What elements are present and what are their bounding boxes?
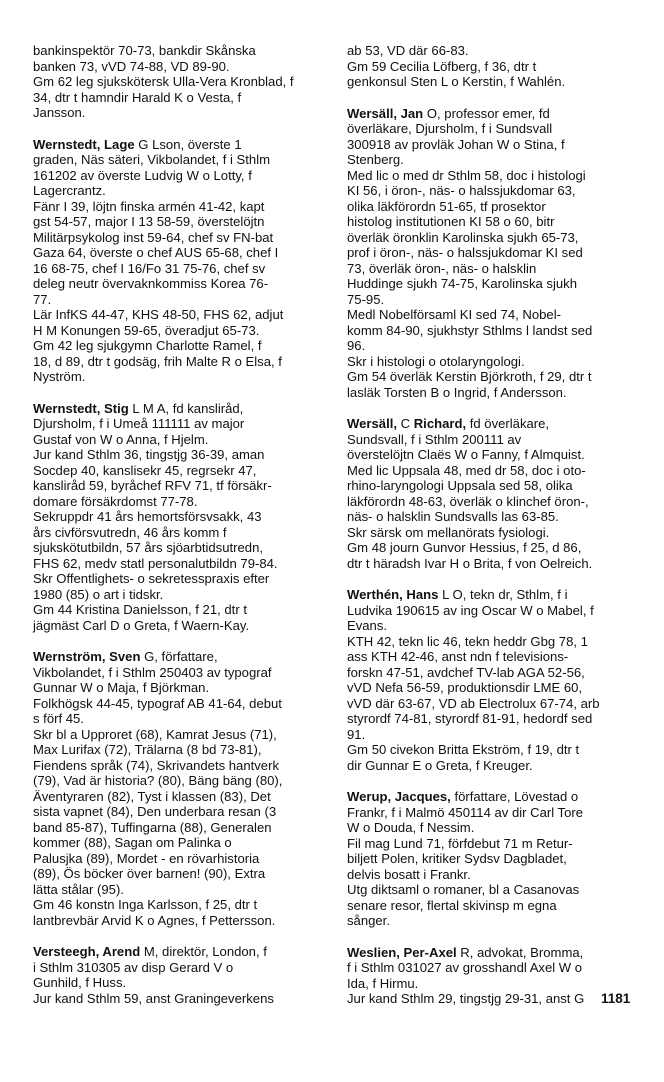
entry-text: i Sthlm 310305 av disp Gerard V o	[33, 959, 234, 975]
entry-text: näs- o halsklin Sundsvalls las 63-85.	[347, 509, 559, 524]
entry-line	[347, 820, 643, 836]
entry-line	[33, 447, 325, 463]
entry-wernstrom-sven	[33, 649, 325, 928]
entry-name: Richard,	[413, 416, 467, 431]
entry-text: G, författare,	[140, 649, 218, 664]
entry-line	[33, 882, 325, 898]
entry-text: genkonsul Sten L o Kerstin, f Wahlén.	[347, 74, 566, 89]
entry-line	[347, 867, 643, 883]
entry-text: (89), Ös böcker över barnen! (90), Extra	[33, 866, 266, 881]
entry-text: Gunnar W o Maja, f Björkman.	[33, 680, 210, 695]
entry-text: fd överläkare,	[466, 416, 550, 431]
entry-line	[33, 338, 325, 354]
entry-text: Gm 50 civekon Britta Ekström, f 19, dtr t	[347, 742, 580, 757]
entry-text: s förf 45.	[33, 711, 84, 726]
entry-text: Skr bl a Upproret (68), Kamrat Jesus (71),	[33, 726, 277, 742]
entry-text: domare försäkrdomst 77-78.	[33, 493, 198, 509]
entry-line	[33, 789, 325, 805]
entry-name: Wersäll,	[347, 416, 397, 431]
entry-text: komm 84-90, sjukhstyr Sthlms l landst sed	[347, 322, 593, 338]
entry-line	[347, 369, 643, 385]
entry-text: Gm 54 överläk Kerstin Björkroth, f 29, dtr t	[347, 369, 592, 384]
entry-text: band 85-87), Tuffingarna (88), Generalen	[33, 819, 272, 835]
entry-text: sånger.	[347, 913, 390, 928]
entry-line	[347, 540, 643, 556]
entry-text: Med lic Uppsala 48, med dr 58, doc i oto-	[347, 462, 586, 478]
entry-line	[33, 307, 325, 323]
entry-line	[347, 478, 643, 494]
entry-line	[347, 307, 643, 323]
entry-wernstedt-lage	[33, 137, 325, 385]
entry-line	[347, 603, 643, 619]
entry-cont-1	[33, 43, 325, 121]
entry-line	[33, 105, 325, 121]
entry-line	[347, 851, 643, 867]
entry-gap	[33, 633, 325, 649]
entry-text: dir Gunnar E o Greta, f Kreuger.	[347, 757, 533, 773]
entry-line	[33, 851, 325, 867]
entry-text: histolog institutionen KI 58 o 60, bitr	[347, 214, 555, 229]
entry-text: överläk öronklin Karolinska sjukh 65-73,	[347, 229, 579, 245]
entry-text: Frankr, f i Malmö 450114 av dir Carl Tore	[347, 804, 584, 820]
entry-text: författare, Lövestad o	[450, 789, 579, 804]
entry-line	[347, 665, 643, 681]
entry-line	[347, 137, 643, 153]
entry-line	[33, 960, 325, 976]
entry-line	[33, 680, 325, 696]
entry-text: sista vapnet (84), Den underbara resan (3	[33, 804, 277, 819]
entry-line	[33, 276, 325, 292]
entry-line	[347, 338, 643, 354]
entry-gap	[347, 929, 643, 945]
entry-line	[33, 742, 325, 758]
entry-line	[33, 758, 325, 774]
entry-text: Skr Offentlighets- o sekretesspraxis efter	[33, 571, 270, 586]
entry-line	[347, 168, 643, 184]
entry-line	[33, 727, 325, 743]
entry-text: 34, dtr t hamndir Harald K o Vesta, f	[33, 89, 242, 105]
entry-text: Vikbolandet, f i Sthlm 250403 av typograf	[33, 664, 272, 680]
entry-text: Gm 48 journ Gunvor Hessius, f 25, d 86,	[347, 540, 582, 555]
entry-line	[347, 991, 643, 1007]
entry-text: Evans.	[347, 618, 388, 633]
entry-gap	[33, 121, 325, 137]
entry-text: Gaza 64, överste o chef AUS 65-68, chef I	[33, 245, 279, 260]
entry-text: Sekruppdr 41 års hemortsförsvsakk, 43	[33, 509, 262, 524]
left-column	[33, 43, 325, 1006]
entry-text: O, professor emer, fd	[423, 105, 550, 121]
entry-gap	[347, 571, 643, 587]
entry-text: Medl Nobelförsaml KI sed 74, Nobel-	[347, 307, 561, 322]
entry-text: kommer (88), Sagan om Palinka o	[33, 835, 232, 850]
entry-line	[347, 354, 643, 370]
entry-line	[33, 866, 325, 882]
entry-text: dtr t häradsh Ivar H o Brita, f von Oelreich.	[347, 555, 593, 571]
entry-text: L M A, fd kanslіråd,	[128, 400, 244, 416]
entry-line	[347, 587, 643, 603]
entry-line	[33, 556, 325, 572]
entry-text: H M Konungen 59-65, överadjut 65-73.	[33, 322, 260, 338]
entry-line	[33, 199, 325, 215]
entry-line	[33, 478, 325, 494]
entry-line	[33, 711, 325, 727]
entry-line	[347, 509, 643, 525]
entry-text: Folkhögsk 44-45, typograf AB 41-64, debut	[33, 695, 282, 711]
entry-line	[347, 463, 643, 479]
entry-name: Weslien, Per-Axel	[347, 944, 457, 960]
entry-text: Gustaf von W o Anna, f Hjelm.	[33, 431, 209, 447]
entry-line	[347, 183, 643, 199]
entry-line	[33, 354, 325, 370]
entry-text: Lagercrantz.	[33, 183, 106, 198]
entry-line	[33, 820, 325, 836]
entry-line	[33, 416, 325, 432]
entry-line	[347, 74, 643, 90]
entry-text: lasläk Torsten B o Ingrid, f Andersson.	[347, 384, 567, 400]
entry-line	[33, 835, 325, 851]
entry-text: Jur kand Sthlm 29, tingstjg 29-31, anst G	[347, 991, 585, 1006]
entry-text: R, advokat, Bromma,	[456, 944, 584, 960]
entry-line	[33, 432, 325, 448]
entry-text: KI 56, i öron-, näs- o halssjukdomar 63,	[347, 183, 576, 198]
entry-line	[347, 913, 643, 929]
entry-wersall-richard	[347, 416, 643, 571]
entry-line	[347, 649, 643, 665]
entry-line	[33, 665, 325, 681]
entry-line	[33, 59, 325, 75]
entry-line	[347, 199, 643, 215]
entry-line	[33, 369, 325, 385]
entry-line	[33, 773, 325, 789]
entry-text: lätta stålar (95).	[33, 881, 124, 897]
entry-line	[347, 758, 643, 774]
right-column	[347, 43, 643, 1007]
entry-text: vVD Nefa 56-59, produktionsdir LME 60,	[347, 680, 583, 695]
entry-text: Ida, f Hirmu.	[347, 975, 419, 991]
entry-text: M, direktör, London, f	[140, 944, 267, 959]
entry-werup-jacques	[347, 789, 643, 929]
entry-line	[33, 168, 325, 184]
entry-line	[347, 230, 643, 246]
entry-text: C	[396, 416, 414, 431]
entry-werthen-hans	[347, 587, 643, 773]
entry-line	[347, 245, 643, 261]
entry-line	[33, 991, 325, 1007]
entry-text: 18, d 89, dtr t godsäg, frih Malte R o Elsa, f	[33, 353, 282, 369]
entry-name: Wernstedt, Lage	[33, 136, 135, 152]
entry-text: Nyström.	[33, 369, 86, 384]
entry-text: läkförordn 48-63, överläk o klinchef öron-,	[347, 493, 589, 509]
entry-text: graden, Näs säteri, Vikbolandet, f i Sthlm	[33, 152, 271, 167]
entry-line	[33, 696, 325, 712]
entry-text: Socdep 40, kanslisekr 45, regrsekr 47,	[33, 462, 257, 478]
entry-text: W o Douda, f Nessim.	[347, 820, 475, 835]
entry-text: Skr i histologi o otolaryngologi.	[347, 353, 525, 369]
entry-gap	[33, 928, 325, 944]
entry-line	[347, 121, 643, 137]
entry-text: KTH 42, tekn lic 46, tekn heddr Gbg 78, 1	[347, 633, 588, 649]
entry-line	[347, 976, 643, 992]
entry-text: sjukskötutbildn, 57 års sjöarbtidsutredn,	[33, 540, 263, 555]
entry-text: styrordf 74-81, styrordf 81-91, hedordf sed	[347, 711, 593, 726]
entry-name: Wernström, Sven	[33, 649, 141, 664]
entry-text: bankinspektör 70-73, bankdir Skånska	[33, 43, 256, 58]
entry-text: års civförsvutredn, 46 års komm f	[33, 524, 227, 540]
entry-line	[347, 43, 643, 59]
entry-line	[33, 245, 325, 261]
entry-line	[33, 804, 325, 820]
entry-line	[347, 261, 643, 277]
entry-text: G Lson, överste 1	[134, 136, 242, 152]
entry-line	[33, 230, 325, 246]
entry-text: biljett Polen, kritiker Sydsv Dagbladet,	[347, 851, 567, 866]
entry-line	[347, 727, 643, 743]
entry-text: kanslіråd 59, byråchef RFV 71, tf försäkr-	[33, 478, 272, 493]
entry-line	[33, 525, 325, 541]
entry-text: Gm 44 Kristina Danielsson, f 21, dtr t	[33, 602, 247, 617]
entry-text: Palusjka (89), Mordet - en rövarhistoria	[33, 850, 260, 866]
entry-text: delvis bosatt i Frankr.	[347, 866, 471, 882]
entry-line	[347, 680, 643, 696]
entry-line	[347, 106, 643, 122]
entry-line	[347, 152, 643, 168]
entry-line	[33, 292, 325, 308]
entry-line	[347, 618, 643, 634]
entry-line	[347, 276, 643, 292]
entry-line	[347, 385, 643, 401]
entry-text: 16 68-75, chef I 16/Fo 31 75-76, chef sv	[33, 260, 266, 276]
entry-text: rhino-laryngologi Uppsala sed 58, olika	[347, 478, 573, 493]
entry-text: 91.	[347, 726, 366, 742]
entry-line	[33, 913, 325, 929]
entry-gap	[347, 90, 643, 106]
entry-name: Werup, Jacques,	[347, 789, 451, 804]
entry-text: ass KTH 42-46, anst ndn f televisions-	[347, 649, 569, 664]
entry-text: överstelöjtn Claës W o Fanny, f Almquist.	[347, 447, 585, 462]
entry-text: 161202 av överste Ludvig W o Lotty, f	[33, 167, 252, 183]
entry-text: 1980 (85) o art i tidskr.	[33, 586, 164, 602]
page-number: 1181	[601, 991, 631, 1006]
entry-line	[33, 897, 325, 913]
entry-wernstedt-stig	[33, 401, 325, 634]
entry-line	[33, 401, 325, 417]
entry-line	[33, 975, 325, 991]
entry-line	[33, 540, 325, 556]
entry-text: 300918 av provläk Johan W o Stina, f	[347, 136, 565, 152]
entry-line	[347, 805, 643, 821]
entry-line	[347, 634, 643, 650]
entry-text: Utg diktsaml o romaner, bl a Casanovas	[347, 882, 580, 897]
entry-line	[347, 214, 643, 230]
entry-text: vVD där 63-67, VD ab Electrolux 67-74, arb	[347, 695, 600, 711]
entry-line	[347, 416, 643, 432]
entry-line	[33, 618, 325, 634]
entry-line	[347, 447, 643, 463]
entry-text: Sundsvall, f i Sthlm 200111 av	[347, 431, 522, 447]
entry-line	[33, 90, 325, 106]
entry-line	[33, 152, 325, 168]
entry-text: Gm 46 konstn Inga Karlsson, f 25, dtr t	[33, 897, 258, 912]
entry-text: Jur kand Sthlm 59, anst Graningeverkens	[33, 990, 274, 1006]
entry-line	[33, 509, 325, 525]
entry-wersall-jan	[347, 106, 643, 401]
entry-text: Gm 59 Cecilia Löfberg, f 36, dtr t	[347, 58, 537, 74]
entry-text: Ludvika 190615 av ing Oscar W o Mabel, f	[347, 602, 594, 618]
entry-gap	[33, 385, 325, 401]
entry-line	[33, 74, 325, 90]
entry-text: Jur kand Sthlm 36, tingstjg 36-39, aman	[33, 447, 265, 462]
entry-text: Äventyraren (82), Tyst i klassen (83), Det	[33, 788, 271, 804]
entry-cont-2	[347, 43, 643, 90]
entry-text: Stenberg.	[347, 152, 404, 167]
entry-line	[33, 183, 325, 199]
entry-text: 96.	[347, 338, 366, 353]
entry-line	[347, 711, 643, 727]
entry-name: Versteegh, Arend	[33, 944, 141, 959]
entry-name: Wersäll, Jan	[347, 105, 424, 121]
entry-text: deleg neutr övervaknkommiss Korea 76-	[33, 276, 269, 291]
entry-line	[347, 696, 643, 712]
entry-weslien-per-axel	[347, 945, 643, 1007]
entry-text: lantbrevbär Arvid K o Agnes, f Pettersson.	[33, 912, 276, 928]
entry-text: Fiendens språk (74), Skrivandets hantverk	[33, 757, 279, 773]
entry-line	[33, 944, 325, 960]
entry-text: Jansson.	[33, 105, 86, 120]
entry-line	[33, 649, 325, 665]
entry-text: f i Sthlm 031027 av grosshandl Axel W o	[347, 960, 583, 975]
entry-line	[347, 494, 643, 510]
entry-line	[347, 525, 643, 541]
entry-text: forskn 47-51, avdchef TV-lab AGA 52-56,	[347, 664, 585, 680]
entry-line	[33, 261, 325, 277]
entry-text: överläkare, Djursholm, f i Sundsvall	[347, 121, 553, 136]
entry-line	[347, 742, 643, 758]
entry-text: Huddinge sjukh 74-75, Karolinska sjukh	[347, 276, 578, 291]
entry-line	[347, 59, 643, 75]
entry-line	[33, 463, 325, 479]
entry-text: Gunhild, f Huss.	[33, 975, 127, 990]
entry-text: L O, tekn dr, Sthlm, f i	[438, 587, 568, 602]
entry-text: jägmäst Carl D o Greta, f Waern-Kay.	[33, 617, 250, 633]
entry-gap	[347, 773, 643, 789]
entry-name: Werthén, Hans	[347, 587, 439, 602]
entry-text: Gm 42 leg sjukgymn Charlotte Ramel, f	[33, 338, 262, 353]
entry-line	[33, 137, 325, 153]
entry-line	[347, 292, 643, 308]
entry-line	[33, 214, 325, 230]
entry-text: Med lic o med dr Sthlm 58, doc i histologi	[347, 167, 586, 183]
entry-text: 77.	[33, 291, 52, 307]
entry-text: 73, överläk öron-, näs- o halsklin	[347, 260, 537, 276]
entry-text: Skr särsk om mellanörats fysiologi.	[347, 524, 550, 540]
entry-text: 75-95.	[347, 291, 385, 307]
entry-text: Gm 62 leg sjukskötersk Ulla-Vera Kronblad, f	[33, 74, 294, 89]
entry-name: Wernstedt, Stig	[33, 400, 129, 416]
entry-line	[347, 960, 643, 976]
entry-line	[33, 571, 325, 587]
entry-text: prof i öron-, näs- o halssjukdomar KI sed	[347, 245, 583, 260]
entry-line	[33, 587, 325, 603]
entry-text: Lär InfKS 44-47, KHS 48-50, FHS 62, adjut	[33, 307, 284, 322]
entry-text: senare resor, flertal skivinsp m egna	[347, 897, 557, 913]
entry-text: gst 54-57, major I 13 58-59, överstelöjtn	[33, 214, 265, 229]
entry-text: banken 73, vVD 74-88, VD 89-90.	[33, 58, 230, 74]
entry-line	[347, 898, 643, 914]
entry-gap	[347, 400, 643, 416]
entry-line	[347, 323, 643, 339]
entry-text: Djursholm, f i Umeå 111111 av major	[33, 416, 245, 431]
entry-versteegh-arend	[33, 944, 325, 1006]
entry-line	[33, 602, 325, 618]
entry-line	[33, 323, 325, 339]
entry-text: Militärpsykolog inst 59-64, chef sv FN-bat	[33, 229, 274, 245]
entry-line	[347, 836, 643, 852]
entry-text: Max Lurifax (72), Trälarna (8 bd 73-81),	[33, 742, 262, 757]
entry-line	[347, 945, 643, 961]
entry-text: FHS 62, medv statl personalutbildn 79-84.	[33, 555, 278, 571]
entry-line	[347, 882, 643, 898]
entry-line	[347, 432, 643, 448]
entry-text: Fil mag Lund 71, förfdebut 71 m Retur-	[347, 835, 573, 851]
entry-text: Fänr I 39, löjtn finska armén 41-42, kapt	[33, 198, 265, 214]
entry-line	[347, 789, 643, 805]
entry-line	[33, 43, 325, 59]
entry-line	[347, 556, 643, 572]
entry-text: olika läkförordn 51-65, tf prosektor	[347, 198, 546, 214]
entry-line	[33, 494, 325, 510]
entry-text: (79), Vad är historia? (80), Bäng bäng (80),	[33, 773, 283, 788]
entry-text: ab 53, VD där 66-83.	[347, 43, 469, 58]
